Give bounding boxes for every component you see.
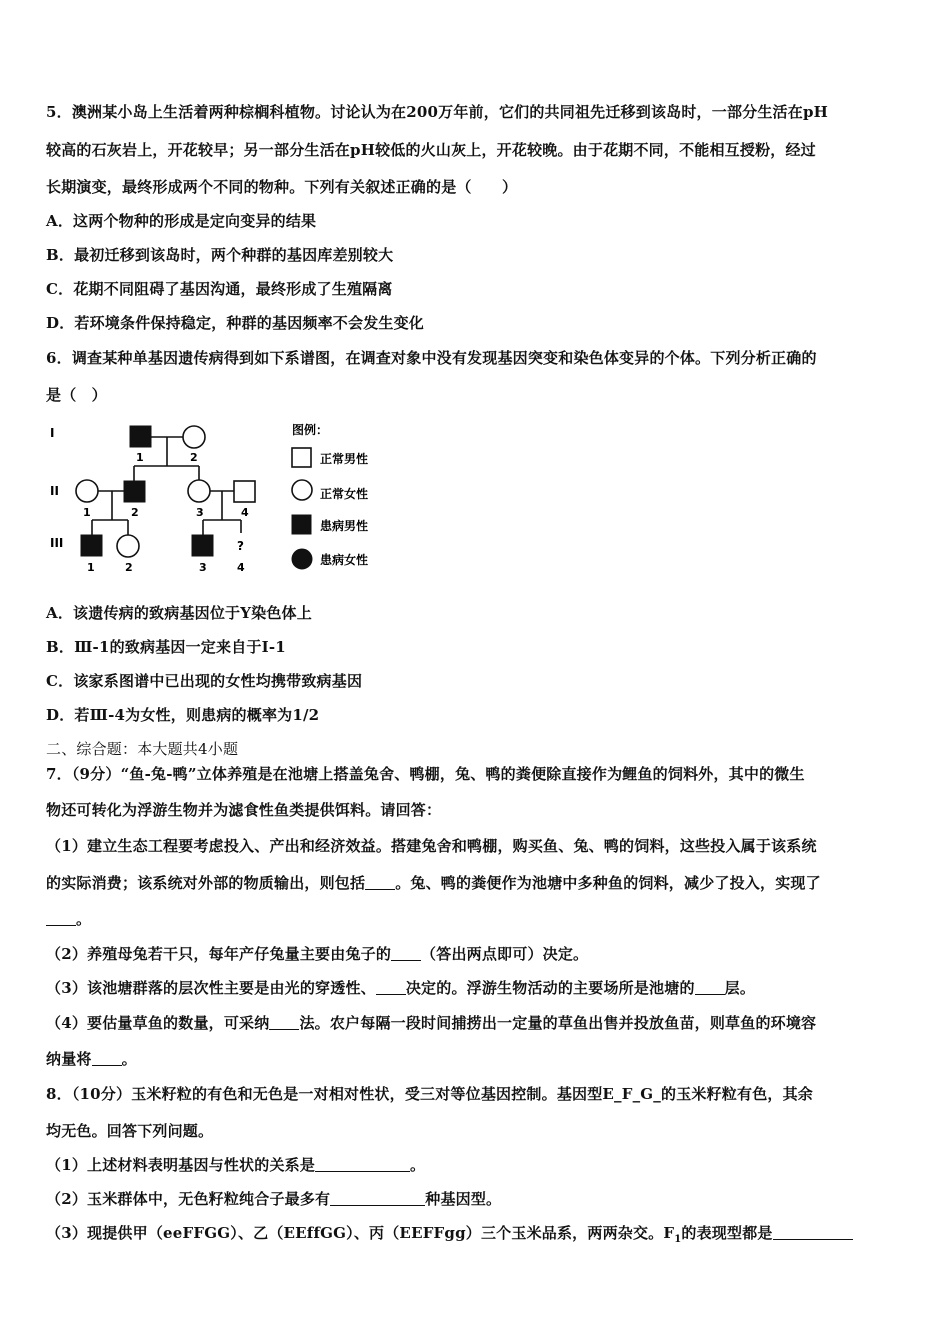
normal-female-I-2: [183, 426, 205, 448]
affected-male-II-2: [124, 481, 145, 502]
generation-label-1: I: [50, 426, 55, 440]
q7-part4-line1: [46, 1012, 816, 1033]
label-II-3: 3: [196, 506, 204, 519]
q5-option-a: A．这两个物种的形成是定向变异的结果: [46, 212, 317, 230]
answer-blank[interactable]: [330, 1191, 425, 1206]
affected-male-I-1: [130, 426, 151, 447]
pedigree-chart: [46, 418, 386, 578]
q8-part1-text-b: 。: [410, 1156, 426, 1174]
q7-stem-line2: 物还可转化为浮游生物并为滤食性鱼类提供饵料。请回答：: [46, 801, 442, 819]
q8-part2: [46, 1188, 501, 1209]
q7-part1-line1: （1）建立生态工程要考虑投入、产出和经济效益。搭建兔舍和鸭棚，购买鱼、兔、鸭的饲料，这些投入属于该系统: [46, 837, 817, 855]
q6-stem-line1: 6．调查某种单基因遗传病得到如下系谱图，在调查对象中没有发现基因突变和染色体变异的个体。下列分析正确的: [46, 349, 817, 367]
q7-part4-line2: [46, 1048, 137, 1069]
answer-blank[interactable]: [695, 980, 725, 995]
generation-label-3: III: [50, 536, 64, 550]
q7-part3-text-b: 决定的。浮游生物活动的主要场所是池塘的: [405, 979, 695, 997]
q8-part3-text-a: （3）现提供甲（eeFFGG）、乙（EEffGG）、丙（EEFFgg）三个玉米品系，两两杂交。F: [46, 1224, 675, 1242]
q7-part4-text-a: （4）要估量草鱼的数量，可采纳: [46, 1014, 270, 1032]
legend-title: 图例：: [292, 423, 329, 437]
section-2-heading: 二、综合题：本大题共4小题: [46, 740, 239, 758]
q7-part4-text-d: 。: [121, 1050, 137, 1068]
answer-blank[interactable]: [315, 1157, 410, 1172]
q5-stem-line3: 长期演变，最终形成两个不同的物种。下列有关叙述正确的是（ ）: [46, 178, 518, 196]
q5-option-c: C．花期不同阻碍了基因沟通，最终形成了生殖隔离: [46, 280, 393, 298]
q8-part2-text-a: （2）玉米群体中，无色籽粒纯合子最多有: [46, 1190, 331, 1208]
q7-part1-text-c: 。: [76, 910, 92, 928]
q7-part1-text-b: 。兔、鸭的粪便作为池塘中多种鱼的饲料，减少了投入，实现了: [395, 874, 821, 892]
label-III-1: 1: [87, 561, 95, 574]
normal-male-II-4: [234, 481, 255, 502]
affected-male-III-3: [192, 535, 213, 556]
q7-part4-text-c: 纳量将: [46, 1050, 92, 1068]
unknown-III-4-mark: ?: [237, 539, 244, 553]
legend-normal-female-icon: [292, 480, 312, 500]
legend-affected-male-icon: [292, 515, 311, 534]
q8-stem-line1: 8．（10分）玉米籽粒的有色和无色是一对相对性状，受三对等位基因控制。基因型E_F_G_的玉米籽粒有色，其余: [46, 1085, 814, 1103]
legend-affected-female: 患病女性: [320, 553, 369, 567]
legend-normal-female: 正常女性: [320, 487, 369, 501]
q7-part1-line3: [46, 908, 91, 929]
normal-female-III-2: [117, 535, 139, 557]
q8-stem-line2: 均无色。回答下列问题。: [46, 1122, 214, 1140]
label-III-3: 3: [199, 561, 207, 574]
q8-part3: [46, 1222, 853, 1245]
normal-female-II-3: [188, 480, 210, 502]
q5-stem-line1: 5．澳洲某小岛上生活着两种棕榈科植物。讨论认为在200万年前，它们的共同祖先迁移到该岛时，一部分生活在pH: [46, 103, 829, 121]
q5-option-d: D．若环境条件保持稳定，种群的基因频率不会发生变化: [46, 314, 425, 332]
q7-part4-text-b: 法。农户每隔一段时间捕捞出一定量的草鱼出售并投放鱼苗，则草鱼的环境容: [299, 1014, 817, 1032]
pedigree-lines: [92, 437, 241, 535]
label-II-2: 2: [131, 506, 139, 519]
q6-option-d: D．若Ⅲ-4为女性，则患病的概率为1/2: [46, 706, 320, 724]
q6-stem-line2: 是（ ）: [46, 386, 107, 404]
q8-part3-text-b: 的表现型都是: [681, 1224, 773, 1242]
q7-stem-line1: 7．（9分）“鱼-兔-鸭”立体养殖是在池塘上搭盖兔舍、鸭棚，兔、鸭的粪便除直接作为鲤鱼的饲料外，其中的微生: [46, 765, 805, 783]
answer-blank[interactable]: [365, 875, 395, 890]
q7-part3: [46, 977, 755, 998]
label-II-1: 1: [83, 506, 91, 519]
q7-part1-text-a: 的实际消费；该系统对外部的物质输出，则包括: [46, 874, 366, 892]
q7-part3-text-c: 层。: [724, 979, 756, 997]
answer-blank[interactable]: [269, 1015, 299, 1030]
q7-part2-text-a: （2）养殖母兔若干只，每年产仔兔量主要由兔子的: [46, 945, 392, 963]
label-II-4: 4: [241, 506, 249, 519]
label-I-1: 1: [136, 451, 144, 464]
q6-option-a: A．该遗传病的致病基因位于Y染色体上: [46, 604, 312, 622]
answer-blank[interactable]: [773, 1225, 853, 1240]
q6-option-b: B．Ⅲ-1的致病基因一定来自于Ⅰ-1: [46, 638, 286, 656]
legend-normal-male: 正常男性: [320, 452, 369, 466]
q8-part1: [46, 1154, 425, 1175]
label-III-2: 2: [125, 561, 133, 574]
label-III-4: 4: [237, 561, 245, 574]
q7-part2-text-b: （答出两点即可）决定。: [421, 945, 589, 963]
normal-female-II-1: [76, 480, 98, 502]
q5-stem-line2: 较高的石灰岩上，开花较早；另一部分生活在pH较低的火山灰上，开花较晚。由于花期不同，不能相互授粉，经过: [46, 141, 816, 159]
q8-part3-subscript: 1: [674, 1234, 682, 1245]
q5-option-b: B．最初迁移到该岛时，两个种群的基因库差别较大: [46, 246, 394, 264]
generation-label-2: II: [50, 484, 59, 498]
q8-part1-text-a: （1）上述材料表明基因与性状的关系是: [46, 1156, 316, 1174]
q8-part2-text-b: 种基因型。: [425, 1190, 502, 1208]
q7-part1-line2: [46, 872, 821, 893]
legend-affected-female-icon: [292, 549, 312, 569]
legend-affected-male: 患病男性: [320, 519, 369, 533]
affected-male-III-1: [81, 535, 102, 556]
q6-option-c: C．该家系图谱中已出现的女性均携带致病基因: [46, 672, 363, 690]
answer-blank[interactable]: [92, 1051, 122, 1066]
label-I-2: 2: [190, 451, 198, 464]
legend-normal-male-icon: [292, 448, 311, 467]
q7-part3-text-a: （3）该池塘群落的层次性主要是由光的穿透性、: [46, 979, 376, 997]
answer-blank[interactable]: [391, 946, 421, 961]
answer-blank[interactable]: [376, 980, 406, 995]
q7-part2: [46, 943, 588, 964]
answer-blank[interactable]: [46, 911, 76, 926]
